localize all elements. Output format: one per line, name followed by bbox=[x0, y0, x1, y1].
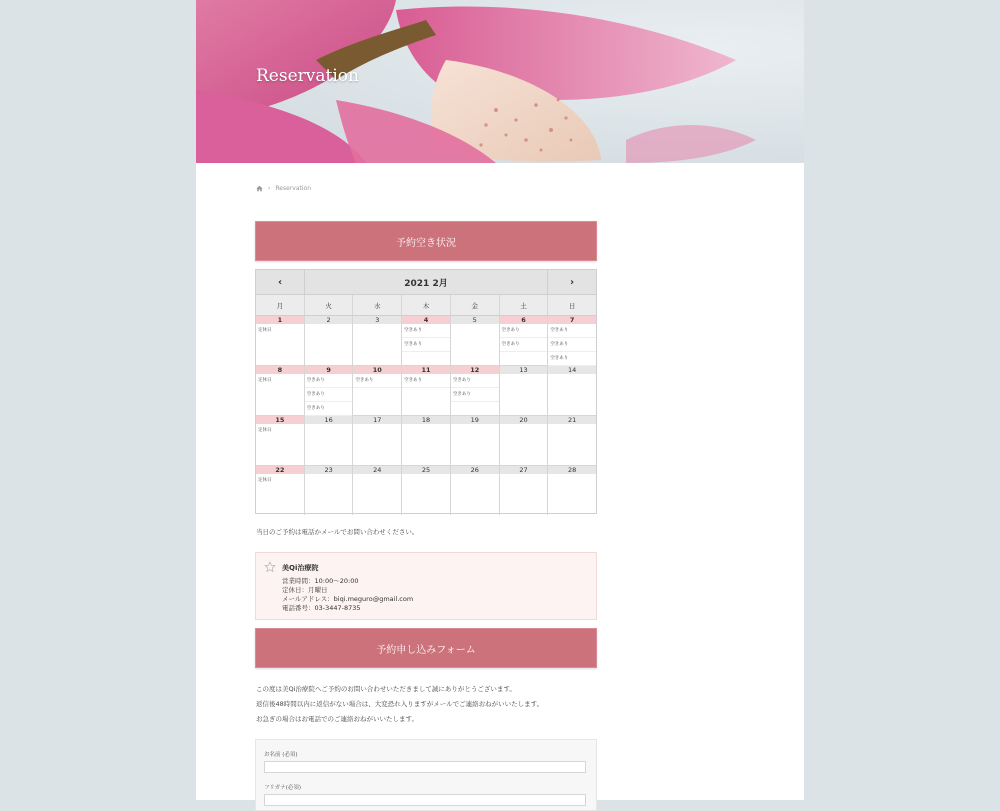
available-slot[interactable]: 空きあり bbox=[500, 338, 548, 352]
day-number: 5 bbox=[451, 316, 499, 324]
available-slot[interactable]: 空きあり bbox=[353, 374, 401, 388]
calendar-day[interactable] bbox=[451, 416, 500, 465]
same-day-note: 当日のご予約は電話かメールでお問い合わせください。 bbox=[256, 528, 419, 536]
day-number: 1 bbox=[256, 316, 304, 324]
calendar-day[interactable] bbox=[256, 366, 305, 415]
calendar-day[interactable] bbox=[548, 316, 596, 365]
calendar-day[interactable] bbox=[256, 466, 305, 515]
breadcrumb bbox=[256, 185, 311, 192]
day-number: 24 bbox=[353, 466, 401, 474]
intro-line-2: 返信後48時間以内に返信がない場合は、大変恐れ入りますがメールでご連絡おねがいいたします。 bbox=[256, 700, 544, 708]
day-number: 23 bbox=[305, 466, 353, 474]
calendar-day[interactable] bbox=[500, 416, 549, 465]
day-number: 27 bbox=[500, 466, 548, 474]
page-title: Reservation bbox=[256, 66, 359, 86]
clinic-hours: 営業時間：10:00〜20:00 bbox=[282, 577, 359, 585]
weekday-header: 日 bbox=[568, 301, 576, 310]
calendar-week-row bbox=[256, 316, 596, 366]
clinic-name: 美Qi治療院 bbox=[282, 564, 319, 572]
day-number: 2 bbox=[305, 316, 353, 324]
clinic-phone: 電話番号：03-3447-8735 bbox=[282, 604, 361, 612]
calendar-day[interactable] bbox=[305, 466, 354, 515]
day-number: 15 bbox=[256, 416, 304, 424]
form-heading: 予約申し込みフォーム bbox=[255, 628, 597, 668]
calendar-week-row bbox=[256, 416, 596, 466]
calendar-day[interactable] bbox=[402, 316, 451, 365]
intro-line-1: この度は美Qi治療院へご予約のお問い合わせいただきまして誠にありがとうございます。 bbox=[256, 685, 516, 693]
intro-line-3: お急ぎの場合はお電話でのご連絡おねがいいたします。 bbox=[256, 715, 418, 723]
available-slot[interactable]: 空きあり bbox=[548, 338, 596, 352]
calendar-day[interactable] bbox=[548, 416, 596, 465]
weekday-header: 金 bbox=[451, 295, 500, 315]
name-input[interactable] bbox=[264, 761, 586, 773]
page-content bbox=[196, 0, 804, 800]
calendar-day[interactable] bbox=[548, 466, 596, 515]
calendar-month-title: 2021 2月 bbox=[304, 270, 548, 294]
hero-banner bbox=[196, 0, 804, 163]
day-number: 8 bbox=[256, 366, 304, 374]
day-number: 20 bbox=[500, 416, 548, 424]
available-slot[interactable]: 空きあり bbox=[305, 402, 353, 416]
closed-day-label: 定休日 bbox=[258, 478, 272, 483]
next-month-button[interactable]: › bbox=[569, 276, 575, 288]
day-number: 28 bbox=[548, 466, 596, 474]
home-icon[interactable] bbox=[256, 185, 263, 192]
day-number: 26 bbox=[451, 466, 499, 474]
available-slot[interactable]: 空きあり bbox=[305, 388, 353, 402]
weekday-header: 月 bbox=[256, 295, 305, 315]
day-number: 17 bbox=[353, 416, 401, 424]
name-label: お名前 (必須) bbox=[264, 752, 298, 758]
day-number: 4 bbox=[402, 316, 450, 324]
day-number: 11 bbox=[402, 366, 450, 374]
calendar-week-row bbox=[256, 366, 596, 416]
calendar-day[interactable] bbox=[451, 466, 500, 515]
available-slot[interactable]: 空きあり bbox=[451, 374, 499, 388]
day-number: 16 bbox=[305, 416, 353, 424]
available-slot[interactable]: 空きあり bbox=[548, 324, 596, 338]
clinic-email: メールアドレス：biqi.meguro@gmail.com bbox=[282, 595, 414, 603]
weekday-header: 火 bbox=[305, 295, 354, 315]
clinic-holiday: 定休日：月曜日 bbox=[282, 586, 328, 594]
calendar-day[interactable] bbox=[402, 416, 451, 465]
weekday-header: 水 bbox=[353, 295, 402, 315]
available-slot[interactable]: 空きあり bbox=[402, 324, 450, 338]
clinic-info-box bbox=[255, 552, 597, 620]
day-number: 25 bbox=[402, 466, 450, 474]
calendar-day[interactable] bbox=[402, 366, 451, 415]
reservation-calendar bbox=[255, 269, 597, 514]
day-number: 14 bbox=[548, 366, 596, 374]
form-intro bbox=[256, 682, 543, 727]
furigana-label: フリガナ(必須) bbox=[264, 785, 302, 791]
day-number: 22 bbox=[256, 466, 304, 474]
furigana-input[interactable] bbox=[264, 794, 586, 806]
calendar-day[interactable] bbox=[256, 416, 305, 465]
reservation-form bbox=[255, 739, 597, 811]
calendar-day[interactable] bbox=[305, 316, 354, 365]
calendar-day[interactable] bbox=[353, 416, 402, 465]
calendar-day[interactable] bbox=[500, 366, 549, 415]
day-number: 21 bbox=[548, 416, 596, 424]
available-slot[interactable]: 空きあり bbox=[305, 374, 353, 388]
calendar-day[interactable] bbox=[353, 466, 402, 515]
calendar-weekdays bbox=[256, 295, 596, 316]
closed-day-label: 定休日 bbox=[258, 328, 272, 333]
calendar-day[interactable] bbox=[500, 466, 549, 515]
weekday-header: 土 bbox=[500, 295, 549, 315]
closed-day-label: 定休日 bbox=[258, 428, 272, 433]
available-slot[interactable]: 空きあり bbox=[548, 352, 596, 366]
day-number: 12 bbox=[451, 366, 499, 374]
calendar-day[interactable] bbox=[451, 366, 500, 415]
calendar-week-row bbox=[256, 466, 596, 515]
calendar-day[interactable] bbox=[353, 316, 402, 365]
calendar-day[interactable] bbox=[353, 366, 402, 415]
available-slot[interactable]: 空きあり bbox=[500, 324, 548, 338]
calendar-day[interactable] bbox=[500, 316, 549, 365]
day-number: 9 bbox=[305, 366, 353, 374]
day-number: 10 bbox=[353, 366, 401, 374]
breadcrumb-separator: › bbox=[268, 185, 271, 192]
day-number: 19 bbox=[451, 416, 499, 424]
closed-day-label: 定休日 bbox=[258, 378, 272, 383]
star-icon bbox=[264, 561, 276, 573]
available-slot[interactable]: 空きあり bbox=[451, 388, 499, 402]
calendar-day[interactable] bbox=[451, 316, 500, 365]
calendar-day[interactable] bbox=[305, 416, 354, 465]
day-number: 13 bbox=[500, 366, 548, 374]
available-slot[interactable]: 空きあり bbox=[402, 338, 450, 352]
day-number: 7 bbox=[548, 316, 596, 324]
calendar-day[interactable] bbox=[548, 366, 596, 415]
breadcrumb-current: Reservation bbox=[275, 185, 312, 192]
calendar-day[interactable] bbox=[402, 466, 451, 515]
calendar-header bbox=[256, 270, 596, 295]
day-number: 18 bbox=[402, 416, 450, 424]
availability-heading: 予約空き状況 bbox=[255, 221, 597, 261]
calendar-day[interactable] bbox=[256, 316, 305, 365]
clinic-details bbox=[282, 577, 413, 613]
available-slot[interactable]: 空きあり bbox=[402, 374, 450, 388]
day-number: 6 bbox=[500, 316, 548, 324]
calendar-weeks bbox=[256, 316, 596, 515]
prev-month-button[interactable]: ‹ bbox=[277, 276, 283, 288]
day-number: 3 bbox=[353, 316, 401, 324]
weekday-header: 木 bbox=[402, 295, 451, 315]
calendar-day[interactable] bbox=[305, 366, 354, 415]
